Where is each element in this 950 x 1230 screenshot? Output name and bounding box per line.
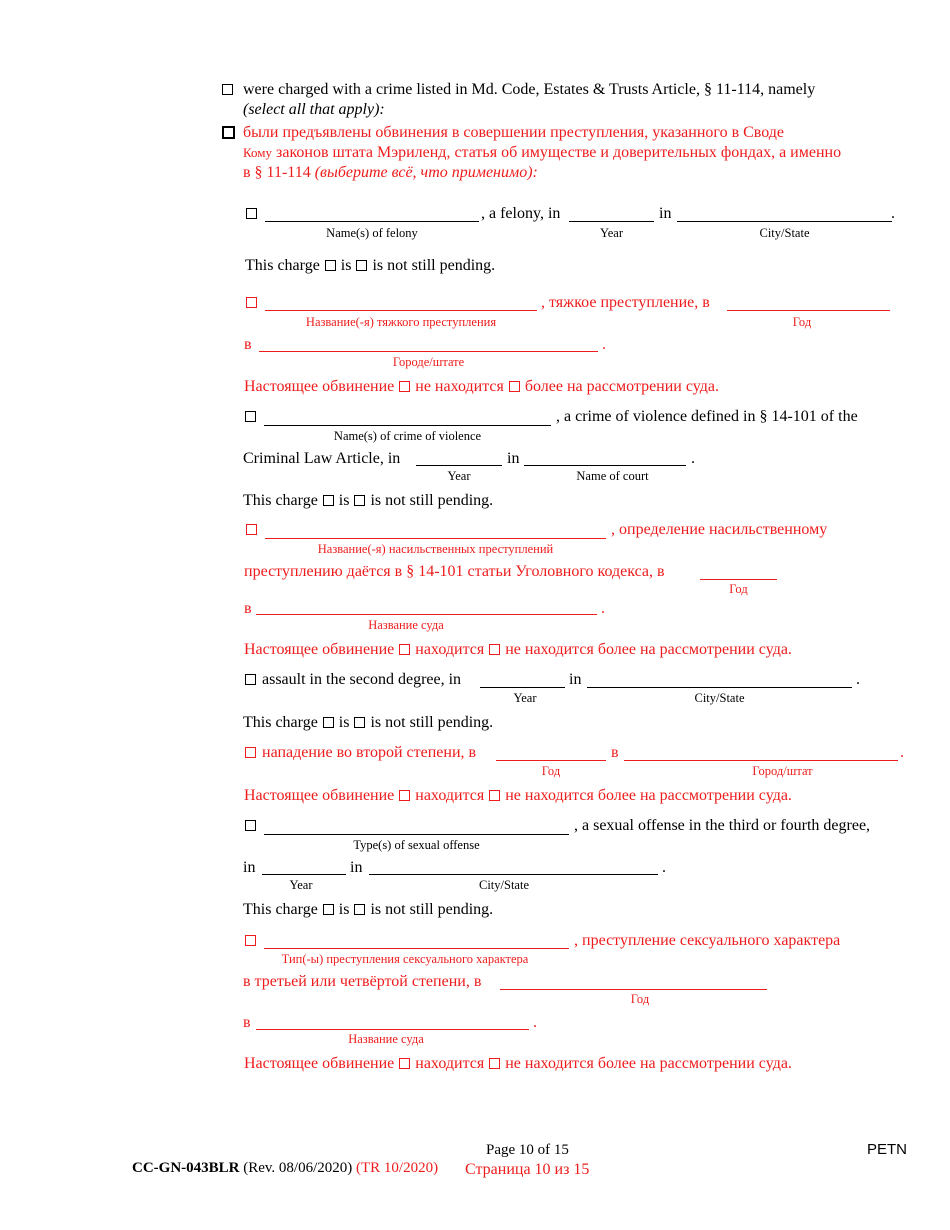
felony-pending-ru bbox=[244, 377, 719, 397]
violence-ru-line2: преступлению даётся в § 14-101 статьи Уголовного кодекса, в bbox=[244, 563, 665, 580]
pending-text: Настоящее обвинение bbox=[244, 1055, 395, 1072]
pending-text: is not still pending. bbox=[370, 901, 494, 918]
pending-text: is bbox=[340, 257, 352, 274]
violence-cap-name: Name(s) of crime of violence bbox=[333, 429, 482, 443]
violence-year-field-ru[interactable] bbox=[700, 579, 777, 580]
felony-cap-year: Year bbox=[599, 226, 624, 240]
violence-ru-cap-name: Название(-я) насильственных преступлений bbox=[317, 542, 554, 556]
felony-year-field[interactable] bbox=[569, 221, 654, 222]
violence-checkbox-ru[interactable] bbox=[246, 524, 257, 535]
sexual-checkbox[interactable] bbox=[245, 820, 256, 831]
felony-cap-city: City/State bbox=[759, 226, 810, 240]
assault-ru-b: в bbox=[611, 744, 619, 761]
sexual-ru-cap-year: Год bbox=[630, 992, 650, 1006]
pending-text: находится bbox=[415, 1055, 485, 1072]
felony-pending-en bbox=[245, 256, 495, 276]
violence-pending-en bbox=[243, 491, 493, 511]
sexual-cap-year: Year bbox=[289, 878, 313, 892]
intro-ru-line2 bbox=[243, 143, 841, 163]
sexual-city-field[interactable] bbox=[369, 874, 658, 875]
pending-text: находится bbox=[415, 641, 485, 658]
assault-year-field[interactable] bbox=[480, 687, 565, 688]
assault-is-not-checkbox[interactable] bbox=[354, 717, 365, 728]
felony-city-field[interactable] bbox=[677, 221, 892, 222]
pending-text: is not still pending. bbox=[372, 257, 496, 274]
pending-text: This charge bbox=[243, 492, 318, 509]
felony-text-end: . bbox=[891, 205, 895, 222]
form-rev: (Rev. 08/06/2020) bbox=[243, 1160, 353, 1176]
assault-city-field-ru[interactable] bbox=[624, 760, 898, 761]
intro-en-line1: were charged with a crime listed in Md. Code, Estates & Trusts Article, § 11-114, namely bbox=[243, 81, 816, 98]
violence-text: , a crime of violence defined in § 14-101 of the bbox=[556, 408, 858, 425]
sexual-is-not-checkbox[interactable] bbox=[354, 904, 365, 915]
pending-text: более на рассмотрении суда. bbox=[524, 378, 719, 395]
sexual-in1: in bbox=[243, 859, 256, 876]
pending-text: is bbox=[338, 901, 350, 918]
assault-text-a: assault in the second degree, in bbox=[262, 671, 462, 688]
felony-is-checkbox[interactable] bbox=[325, 260, 336, 271]
pending-text: is bbox=[338, 714, 350, 731]
violence-court-field[interactable] bbox=[524, 465, 686, 466]
felony-text-a: , a felony, in bbox=[481, 205, 561, 222]
sexual-in2: in bbox=[350, 859, 363, 876]
sexual-year-field-ru[interactable] bbox=[500, 989, 767, 990]
sexual-type-field[interactable] bbox=[264, 834, 569, 835]
felony-is-checkbox-ru[interactable] bbox=[399, 381, 410, 392]
felony-checkbox-ru[interactable] bbox=[246, 297, 257, 308]
pending-text: находится bbox=[415, 787, 485, 804]
sexual-ru-end: . bbox=[533, 1014, 537, 1031]
footer-form-id-line bbox=[132, 1159, 438, 1177]
crime-listed-checkbox-ru[interactable] bbox=[222, 126, 235, 139]
pending-text: is not still pending. bbox=[370, 492, 494, 509]
assault-is-checkbox[interactable] bbox=[323, 717, 334, 728]
sexual-is-checkbox-ru[interactable] bbox=[399, 1058, 410, 1069]
felony-text-b: in bbox=[659, 205, 672, 222]
assault-cap-year: Year bbox=[513, 691, 537, 705]
violence-cap-year: Year bbox=[447, 469, 471, 483]
violence-name-field[interactable] bbox=[264, 425, 551, 426]
intro-ru-prefix: Кому bbox=[243, 145, 273, 160]
pending-text: This charge bbox=[243, 714, 318, 731]
sexual-cap-city: City/State bbox=[479, 878, 529, 892]
crime-listed-checkbox[interactable] bbox=[222, 84, 233, 95]
intro-en-line2: (select all that apply): bbox=[243, 101, 385, 118]
violence-is-checkbox[interactable] bbox=[323, 495, 334, 506]
assault-pending-ru bbox=[244, 786, 792, 806]
felony-name-field-ru[interactable] bbox=[265, 310, 537, 311]
violence-court-field-ru[interactable] bbox=[256, 614, 597, 615]
pending-text: is not still pending. bbox=[370, 714, 494, 731]
felony-is-not-checkbox-ru[interactable] bbox=[509, 381, 520, 392]
pending-text: This charge bbox=[243, 901, 318, 918]
sexual-pending-en bbox=[243, 900, 493, 920]
sexual-ru-cap-court: Название суда bbox=[348, 1032, 424, 1046]
page-number-ru: Страница 10 из 15 bbox=[465, 1161, 590, 1178]
violence-is-checkbox-ru[interactable] bbox=[399, 644, 410, 655]
felony-ru-text: , тяжкое преступление, в bbox=[541, 294, 710, 311]
violence-checkbox[interactable] bbox=[245, 411, 256, 422]
violence-line2-b: in bbox=[507, 450, 520, 467]
felony-ru-in: в bbox=[244, 336, 252, 353]
sexual-ru-in: в bbox=[243, 1014, 251, 1031]
pending-text: Настоящее обвинение bbox=[244, 378, 395, 395]
assault-ru-cap-year: Год bbox=[541, 764, 561, 778]
violence-is-not-checkbox-ru[interactable] bbox=[489, 644, 500, 655]
form-id: CC-GN-043BLR bbox=[132, 1160, 240, 1176]
assault-ru-a: нападение во второй степени, в bbox=[262, 744, 477, 761]
sexual-type-field-ru[interactable] bbox=[264, 948, 569, 949]
pending-text: не находится более на рассмотрении суда. bbox=[505, 641, 792, 658]
sexual-ru-line2: в третьей или четвёртой степени, в bbox=[243, 973, 482, 990]
pending-text: не находится более на рассмотрении суда. bbox=[505, 1055, 792, 1072]
felony-ru-cap-name: Название(-я) тяжкого преступления bbox=[305, 315, 497, 329]
assault-is-not-checkbox-ru[interactable] bbox=[489, 790, 500, 801]
sexual-ru-cap-type: Тип(-ы) преступления сексуального характера bbox=[281, 952, 529, 966]
violence-year-field[interactable] bbox=[416, 465, 502, 466]
felony-cap-name: Name(s) of felony bbox=[326, 226, 418, 240]
violence-ru-cap-year: Год bbox=[729, 582, 748, 596]
assault-text-end: . bbox=[856, 671, 860, 688]
assault-ru-end: . bbox=[900, 744, 904, 761]
violence-cap-court: Name of court bbox=[576, 469, 649, 483]
violence-pending-ru bbox=[244, 640, 792, 660]
violence-ru-cap-court: Название суда bbox=[368, 618, 444, 632]
pending-text: This charge bbox=[245, 257, 320, 274]
intro-ru-line1: были предъявлены обвинения в совершении преступления, указанного в Своде bbox=[243, 124, 785, 141]
pending-text: Настоящее обвинение bbox=[244, 787, 395, 804]
violence-line2-a: Criminal Law Article, in bbox=[243, 450, 401, 467]
intro-ru-line3-b: (выберите всё, что применимо): bbox=[314, 164, 538, 181]
sexual-court-field-ru[interactable] bbox=[256, 1029, 529, 1030]
sexual-pending-ru bbox=[244, 1054, 792, 1074]
assault-is-checkbox-ru[interactable] bbox=[399, 790, 410, 801]
sexual-year-field[interactable] bbox=[262, 874, 346, 875]
felony-name-field[interactable] bbox=[265, 221, 479, 222]
assault-text-b: in bbox=[569, 671, 582, 688]
assault-checkbox[interactable] bbox=[245, 674, 256, 685]
assault-year-field-ru[interactable] bbox=[496, 760, 606, 761]
felony-ru-cap-year: Год bbox=[792, 315, 812, 329]
sexual-end: . bbox=[662, 859, 666, 876]
pending-text: не находится более на рассмотрении суда. bbox=[505, 787, 792, 804]
violence-is-not-checkbox[interactable] bbox=[354, 495, 365, 506]
felony-year-field-ru[interactable] bbox=[727, 310, 890, 311]
sexual-checkbox-ru[interactable] bbox=[245, 935, 256, 946]
form-code: PETN bbox=[867, 1141, 908, 1158]
violence-ru-end: . bbox=[601, 600, 605, 617]
sexual-is-checkbox[interactable] bbox=[323, 904, 334, 915]
assault-cap-city: City/State bbox=[694, 691, 745, 705]
form-tr: (TR 10/2020) bbox=[356, 1160, 439, 1176]
intro-ru-line3 bbox=[243, 163, 538, 183]
violence-ru-in: в bbox=[244, 600, 252, 617]
violence-ru-text: , определение насильственному bbox=[611, 521, 828, 538]
assault-city-field[interactable] bbox=[587, 687, 852, 688]
assault-ru-cap-city: Город/штат bbox=[752, 764, 813, 778]
intro-ru-line3-a: в § 11-114 bbox=[243, 164, 311, 181]
pending-text: не находится bbox=[415, 378, 504, 395]
violence-line2-end: . bbox=[691, 450, 695, 467]
sexual-cap-type: Type(s) of sexual offense bbox=[353, 838, 480, 852]
felony-is-not-checkbox[interactable] bbox=[356, 260, 367, 271]
violence-name-field-ru[interactable] bbox=[265, 538, 606, 539]
assault-checkbox-ru[interactable] bbox=[245, 747, 256, 758]
sexual-ru-text: , преступление сексуального характера bbox=[574, 932, 841, 949]
assault-pending-en bbox=[243, 713, 493, 733]
felony-city-field-ru[interactable] bbox=[259, 351, 598, 352]
page-number-en: Page 10 of 15 bbox=[486, 1142, 569, 1158]
sexual-is-not-checkbox-ru[interactable] bbox=[489, 1058, 500, 1069]
sexual-text: , a sexual offense in the third or fourth degree, bbox=[574, 817, 871, 834]
felony-ru-end: . bbox=[602, 336, 606, 353]
intro-ru-line2-text: законов штата Мэриленд, статья об имуществе и доверительных фондах, а именно bbox=[276, 144, 842, 161]
pending-text: Настоящее обвинение bbox=[244, 641, 395, 658]
felony-checkbox[interactable] bbox=[246, 208, 257, 219]
pending-text: is bbox=[338, 492, 350, 509]
felony-ru-cap-city: Городе/штате bbox=[392, 355, 465, 369]
